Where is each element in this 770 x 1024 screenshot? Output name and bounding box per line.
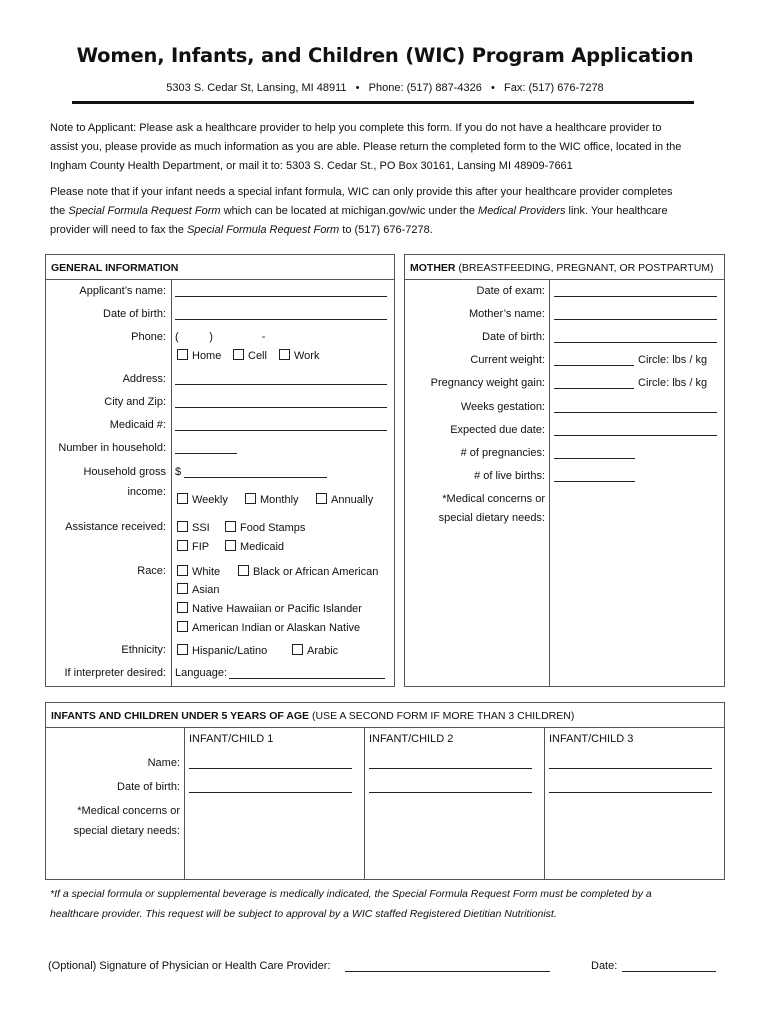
special-formula-footnote	[50, 884, 720, 924]
mother-dob-field[interactable]	[554, 333, 717, 343]
address-field[interactable]	[175, 375, 387, 385]
race-black-option[interactable]	[238, 565, 378, 578]
option-label: Medicaid	[240, 541, 285, 553]
special-formula-note	[50, 183, 720, 240]
live-births-field[interactable]	[554, 472, 635, 482]
footnote-line: healthcare provider. This request will be subject to approval by a WIC staffed Registered Dietitian Nutritionist.	[50, 908, 557, 920]
note-line: assist you, please provide as much information as you are able. Please return the completed form to the WIC office, located in the	[50, 141, 682, 153]
checkbox[interactable]	[238, 565, 249, 576]
checkbox[interactable]	[225, 521, 236, 532]
current-weight-label: Current weight:	[470, 354, 545, 366]
footnote-line: *If a special formula or supplemental beverage is medically indicated, the Special Formula Request Form must be completed by a	[50, 888, 652, 900]
city-zip-label: City and Zip:	[104, 396, 166, 408]
medicaid-field[interactable]	[175, 421, 387, 431]
checkbox[interactable]	[292, 644, 303, 655]
race-american-indian-option[interactable]	[177, 621, 360, 634]
option-label: FIP	[192, 541, 210, 553]
checkbox[interactable]	[177, 521, 188, 532]
gestation-label: Weeks gestation:	[460, 401, 545, 413]
option-label: White	[192, 566, 221, 578]
infant-medical-label: *Medical concerns or	[77, 805, 180, 817]
gestation-field[interactable]	[554, 403, 717, 413]
household-number-label: Number in household:	[58, 442, 166, 454]
dob-field[interactable]	[175, 310, 387, 320]
language-label: Language:	[175, 667, 227, 679]
infant-medical-label: special dietary needs:	[73, 825, 180, 837]
note-line	[50, 202, 720, 221]
infant-3-name-field[interactable]	[549, 759, 712, 769]
assistance-fip-option[interactable]	[177, 540, 209, 553]
race-white-option[interactable]	[177, 565, 220, 578]
infant-1-header: INFANT/CHILD 1	[189, 733, 274, 745]
checkbox[interactable]	[177, 602, 188, 613]
income-monthly-option[interactable]	[245, 493, 299, 506]
phone-cell-option[interactable]	[233, 349, 267, 362]
infant-3-header: INFANT/CHILD 3	[549, 733, 634, 745]
option-label: Work	[294, 350, 320, 362]
weight-gain-unit-circle: Circle: lbs / kg	[638, 377, 708, 389]
race-hawaiian-option[interactable]	[177, 602, 362, 615]
pregnancies-field[interactable]	[554, 449, 635, 459]
dollar-sign: $	[175, 466, 182, 478]
ethnicity-arabic-option[interactable]	[292, 644, 338, 657]
income-label: income:	[127, 486, 166, 498]
checkbox[interactable]	[316, 493, 327, 504]
column-divider	[544, 727, 545, 880]
form-name: Special Formula Request Form	[68, 205, 221, 217]
mother-medical-label: *Medical concerns or	[442, 493, 545, 505]
section-title: INFANTS AND CHILDREN UNDER 5 YEARS OF AGE	[51, 710, 310, 722]
option-label: Black or African American	[253, 566, 379, 578]
section-title: GENERAL INFORMATION	[51, 262, 179, 274]
city-zip-field[interactable]	[175, 398, 387, 408]
medicaid-label: Medicaid #:	[109, 419, 166, 431]
checkbox[interactable]	[177, 583, 188, 594]
mother-header	[404, 254, 725, 280]
due-date-field[interactable]	[554, 426, 717, 436]
assistance-food-stamps-option[interactable]	[225, 521, 305, 534]
weight-gain-field[interactable]	[554, 379, 634, 389]
option-label: Weekly	[192, 494, 228, 506]
phone-work-option[interactable]	[279, 349, 319, 362]
income-weekly-option[interactable]	[177, 493, 228, 506]
office-address: 5303 S. Cedar St, Lansing, MI 48911 • Phone: (517) 887-4326 • Fax: (517) 676-7278	[166, 82, 604, 94]
section-title: MOTHER	[410, 262, 456, 274]
mother-dob-label: Date of birth:	[482, 331, 545, 343]
address-label: Address:	[122, 373, 166, 385]
checkbox[interactable]	[225, 540, 236, 551]
infant-2-dob-field[interactable]	[369, 783, 532, 793]
exam-date-field[interactable]	[554, 287, 717, 297]
option-label: American Indian or Alaskan Native	[192, 622, 361, 634]
option-label: Native Hawaiian or Pacific Islander	[192, 603, 362, 615]
column-divider	[184, 727, 185, 880]
note-line: Ingham County Health Department, or mail it to: 5303 S. Cedar St., PO Box 30161, Lansing MI 48909-7661	[50, 160, 573, 172]
income-annually-option[interactable]	[316, 493, 373, 506]
general-info-header	[45, 254, 395, 280]
mother-name-field[interactable]	[554, 310, 717, 320]
option-label: Hispanic/Latino	[192, 645, 268, 657]
mother-medical-label: special dietary needs:	[438, 512, 545, 524]
infants-header	[45, 702, 725, 728]
checkbox[interactable]	[177, 644, 188, 655]
text: link. Your healthcare	[565, 205, 668, 217]
current-weight-field[interactable]	[554, 356, 634, 366]
text: which can be located at michigan.gov/wic under the	[220, 205, 479, 217]
race-label: Race:	[137, 565, 166, 577]
checkbox[interactable]	[279, 349, 290, 360]
dob-label: Date of birth:	[103, 308, 166, 320]
applicant-name-label: Applicant’s name:	[79, 285, 166, 297]
due-date-label: Expected due date:	[450, 424, 545, 436]
checkbox[interactable]	[177, 493, 188, 504]
household-gross-field[interactable]	[184, 468, 327, 478]
assistance-label: Assistance received:	[65, 521, 166, 533]
weight-unit-circle: Circle: lbs / kg	[638, 354, 708, 366]
applicant-name-field[interactable]	[175, 287, 387, 297]
text: to (517) 676-7278.	[339, 224, 433, 236]
phone-label: Phone:	[131, 331, 166, 343]
column-divider	[364, 727, 365, 880]
household-gross-label: Household gross	[83, 466, 166, 478]
infants-box	[45, 727, 725, 880]
phone-home-option[interactable]	[177, 349, 221, 362]
note-line: Please note that if your infant needs a special infant formula, WIC can only provide this after your healthcare provider completes	[50, 186, 673, 198]
column-divider	[549, 279, 550, 687]
phone-field[interactable]: ( ) -	[175, 331, 266, 343]
assistance-medicaid-option[interactable]	[225, 540, 284, 553]
ethnicity-hispanic-option[interactable]	[177, 644, 267, 657]
note-line	[50, 221, 720, 240]
option-label: Asian	[192, 584, 220, 596]
text: the	[50, 205, 69, 217]
option-label: Cell	[248, 350, 267, 362]
interpreter-label: If interpreter desired:	[64, 667, 166, 679]
text: provider will need to fax the	[50, 224, 187, 236]
household-number-field[interactable]	[175, 444, 237, 454]
option-label: Arabic	[307, 645, 339, 657]
note-to-applicant	[50, 119, 720, 176]
live-births-label: # of live births:	[474, 470, 545, 482]
option-label: Home	[192, 350, 222, 362]
assistance-ssi-option[interactable]	[177, 521, 210, 534]
infant-2-name-field[interactable]	[369, 759, 532, 769]
infant-2-header: INFANT/CHILD 2	[369, 733, 454, 745]
exam-date-label: Date of exam:	[476, 285, 545, 297]
checkbox[interactable]	[177, 540, 188, 551]
header-rule	[72, 101, 694, 104]
option-label: Food Stamps	[240, 522, 306, 534]
checkbox[interactable]	[233, 349, 244, 360]
infant-dob-label: Date of birth:	[117, 781, 180, 793]
date-field[interactable]	[622, 962, 716, 972]
section-subtitle: (BREASTFEEDING, PREGNANT, OR POSTPARTUM)	[455, 262, 714, 274]
option-label: Annually	[331, 494, 374, 506]
checkbox[interactable]	[177, 621, 188, 632]
section-subtitle: (USE A SECOND FORM IF MORE THAN 3 CHILDREN)	[309, 710, 575, 722]
checkbox[interactable]	[245, 493, 256, 504]
infant-1-name-field[interactable]	[189, 759, 352, 769]
signature-label: (Optional) Signature of Physician or Health Care Provider:	[48, 960, 331, 972]
language-field[interactable]	[229, 669, 385, 679]
checkbox[interactable]	[177, 349, 188, 360]
race-asian-option[interactable]	[177, 583, 220, 596]
option-label: Monthly	[260, 494, 299, 506]
column-divider	[171, 279, 172, 687]
link-name: Medical Providers	[478, 205, 566, 217]
infant-3-dob-field[interactable]	[549, 783, 712, 793]
mother-name-label: Mother’s name:	[468, 308, 545, 320]
checkbox[interactable]	[177, 565, 188, 576]
infant-name-label: Name:	[147, 757, 180, 769]
infant-1-dob-field[interactable]	[189, 783, 352, 793]
page-title: Women, Infants, and Children (WIC) Program Application	[76, 44, 694, 67]
option-label: SSI	[192, 522, 210, 534]
ethnicity-label: Ethnicity:	[121, 644, 166, 656]
weight-gain-label: Pregnancy weight gain:	[430, 377, 545, 389]
signature-field[interactable]	[345, 962, 550, 972]
note-line: Note to Applicant: Please ask a healthcare provider to help you complete this form. If you do not have a healthcare provider to	[50, 122, 662, 134]
date-label: Date:	[591, 960, 618, 972]
form-name: Special Formula Request Form	[186, 224, 340, 236]
pregnancies-label: # of pregnancies:	[460, 447, 545, 459]
